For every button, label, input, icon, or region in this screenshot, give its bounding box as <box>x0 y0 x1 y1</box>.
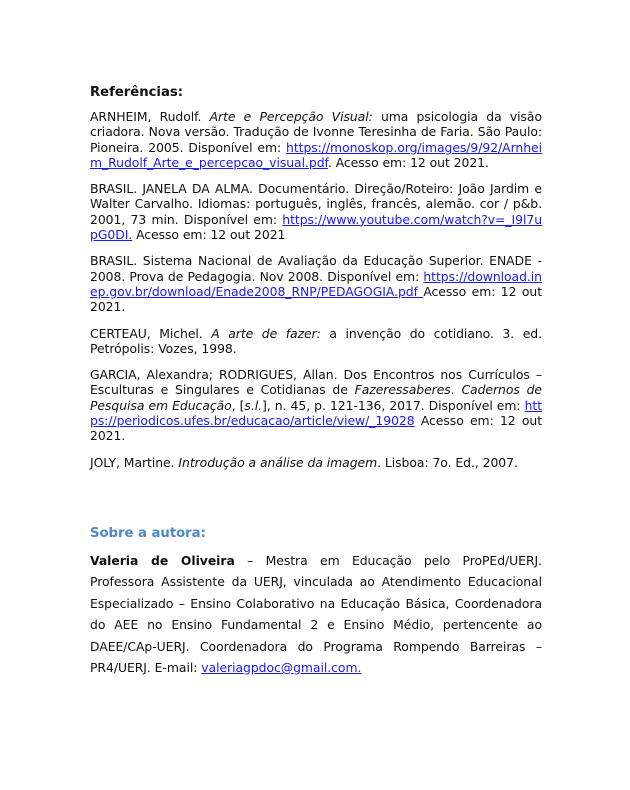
reference-link[interactable]: https://periodicos.ufes.br/educacao/article/view/_19028 <box>90 397 543 429</box>
reference-text: JOLY, Martine. <box>90 454 179 470</box>
reference-text: Acesso em: 12 out 2021 <box>132 227 286 243</box>
reference-text: . Acesso em: 12 out 2021. <box>327 154 489 170</box>
reference-text: Acesso em: 12 out 2021. <box>90 283 542 315</box>
reference-text: ARNHEIM, Rudolf. <box>90 109 210 124</box>
reference-journal: Cadernos de Pesquisa em Educação <box>90 382 543 413</box>
reference-text: GARCIA, Alexandra; RODRIGUES, Allan. Dos Encontros nos Currículos – Esculturas e Singulares e Cotidianas de <box>90 367 542 398</box>
document-page <box>90 84 542 678</box>
reference-text: Acesso em: 12 out 2021. <box>90 413 542 444</box>
reference-janela-da-alma <box>90 181 542 242</box>
reference-enade <box>90 253 542 314</box>
reference-place: s.l. <box>244 397 262 413</box>
reference-text: ], n. 45, p. 121-136, 2017. Disponível em: <box>262 397 525 413</box>
about-author-heading: Sobre a autora: <box>90 525 206 541</box>
reference-text: BRASIL. JANELA DA ALMA. Documentário. Direção/Roteiro: João Jardim e Walter Carvalho. Idiomas: português, inglês, francês, alemão. cor / p&b. 2001, 73 min. Disponível em: <box>90 181 542 227</box>
reference-link[interactable]: https://download.inep.gov.br/download/Enade2008_RNP/PEDAGOGIA.pdf <box>90 268 542 299</box>
references-heading: Referências: <box>90 85 183 100</box>
reference-arnheim <box>90 109 542 170</box>
reference-title: A arte de fazer: <box>211 325 321 341</box>
reference-text: uma psicologia da visão criadora. Nova versão. Tradução de Ivonne Teresinha de Faria. São Paulo: Pioneira. 2005. Disponível em: <box>90 109 542 155</box>
reference-text: . Lisboa: 7o. Ed., 2007. <box>377 454 518 470</box>
author-name: Valeria de Oliveira <box>90 552 235 568</box>
reference-text: CERTEAU, Michel. <box>90 325 212 341</box>
author-bio <box>90 550 542 678</box>
reference-joly <box>90 455 542 470</box>
reference-text: a invenção do cotidiano. 3. ed. Petrópolis: Vozes, 1998. <box>90 325 542 356</box>
reference-certeau <box>90 326 542 357</box>
reference-text: BRASIL. Sistema Nacional de Avaliação da Educação Superior. ENADE - 2008. Prova de Pedagogia. Nov 2008. Disponível em: <box>90 253 542 284</box>
reference-title: Introdução a análise da imagem <box>178 454 378 470</box>
reference-title: Fazeressaberes <box>354 382 451 398</box>
author-bio-text: – Mestra em Educação pelo ProPEd/UERJ. Professora Assistente da UERJ, vinculada ao Atendimento Educacional Especializado – Ensino Colaborativo na Educação Básica, Coordenadora do AEE no Ensino Fundamental 2 e Ensino Médio, pertencente ao DAEE/CAp-UERJ. Coordenadora do Programa Rompendo Barreiras – PR4/UERJ. E-mail: <box>90 552 542 675</box>
reference-text: . <box>450 382 462 398</box>
reference-link[interactable]: https://www.youtube.com/watch?v=_I9l7upG0DI. <box>90 211 542 243</box>
reference-garcia <box>90 367 542 443</box>
author-email-link[interactable]: valeriagpdoc@gmail.com. <box>201 659 362 675</box>
reference-title: Arte e Percepção Visual: <box>209 109 373 124</box>
reference-link[interactable]: https://monoskop.org/images/9/92/Arnheim_Rudolf_Arte_e_percepcao_visual.pdf <box>90 139 542 170</box>
reference-text: , [ <box>231 397 245 413</box>
